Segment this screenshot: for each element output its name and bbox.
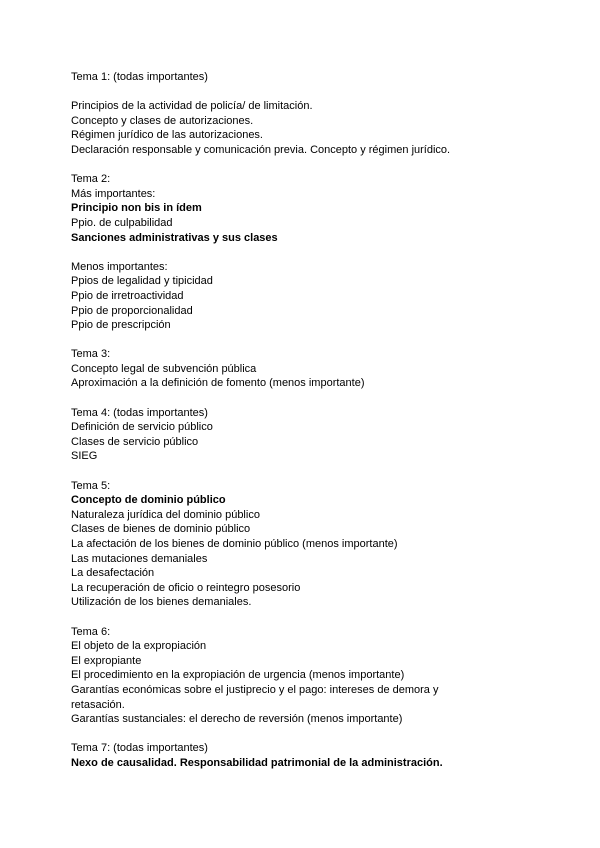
section-tema-7 bbox=[71, 741, 571, 770]
document-body bbox=[71, 70, 571, 771]
topic-line: El expropiante bbox=[71, 654, 142, 667]
topic-line: Ppios de legalidad y tipicidad bbox=[71, 275, 213, 288]
blank-line bbox=[71, 610, 571, 625]
blank-line bbox=[71, 158, 571, 173]
section-tema-1 bbox=[71, 70, 571, 158]
blank-line bbox=[71, 85, 571, 100]
topic-line: Principios de la actividad de policía/ de limitación. bbox=[71, 100, 313, 113]
topic-line: La recuperación de oficio o reintegro posesorio bbox=[71, 581, 301, 594]
topic-line: El procedimiento en la expropiación de urgencia (menos importante) bbox=[71, 669, 405, 682]
topic-line: Régimen jurídico de las autorizaciones. bbox=[71, 129, 263, 142]
blank-line bbox=[71, 391, 571, 406]
section-tema-4 bbox=[71, 406, 571, 464]
blank-line bbox=[71, 464, 571, 479]
section-heading: Tema 6: bbox=[71, 625, 111, 638]
topic-line: El objeto de la expropiación bbox=[71, 640, 207, 653]
topic-line-important: Sanciones administrativas y sus clases bbox=[71, 231, 278, 244]
section-heading: Tema 5: bbox=[71, 479, 111, 492]
topic-line: Concepto legal de subvención pública bbox=[71, 362, 257, 375]
blank-line bbox=[71, 727, 571, 742]
topic-line: Aproximación a la definición de fomento (menos importante) bbox=[71, 377, 365, 390]
section-tema-3 bbox=[71, 347, 571, 391]
topic-line: Concepto y clases de autorizaciones. bbox=[71, 114, 254, 127]
topic-line-continuation: retasación. bbox=[71, 698, 125, 711]
topic-line: La desafectación bbox=[71, 567, 155, 580]
section-tema-6 bbox=[71, 625, 571, 727]
section-tema-5 bbox=[71, 479, 571, 610]
topic-line: Garantías sustanciales: el derecho de reversión (menos importante) bbox=[71, 713, 403, 726]
section-heading: Tema 3: bbox=[71, 348, 111, 361]
topic-line: Ppio de prescripción bbox=[71, 319, 171, 332]
blank-line bbox=[71, 245, 571, 260]
topic-line: SIEG bbox=[71, 450, 98, 463]
subheading: Más importantes: bbox=[71, 187, 156, 200]
blank-line bbox=[71, 333, 571, 348]
subheading: Menos importantes: bbox=[71, 260, 168, 273]
section-heading: Tema 4: (todas importantes) bbox=[71, 406, 208, 419]
topic-line: Declaración responsable y comunicación previa. Concepto y régimen jurídico. bbox=[71, 143, 451, 156]
topic-line: Ppio. de culpabilidad bbox=[71, 216, 173, 229]
topic-line: Clases de servicio público bbox=[71, 435, 199, 448]
topic-line: Ppio de irretroactividad bbox=[71, 289, 184, 302]
topic-line-important: Concepto de dominio público bbox=[71, 494, 226, 507]
topic-line-important: Nexo de causalidad. Responsabilidad patrimonial de la administración. bbox=[71, 756, 443, 769]
topic-line: Naturaleza jurídica del dominio público bbox=[71, 508, 260, 521]
topic-line-important: Principio non bis in ídem bbox=[71, 202, 202, 215]
topic-line: Definición de servicio público bbox=[71, 421, 213, 434]
topic-line: La afectación de los bienes de dominio público (menos importante) bbox=[71, 538, 398, 550]
section-heading: Tema 1: (todas importantes) bbox=[71, 71, 208, 83]
topic-line: Clases de bienes de dominio público bbox=[71, 523, 251, 536]
section-heading: Tema 2: bbox=[71, 173, 111, 186]
topic-line: Las mutaciones demaniales bbox=[71, 552, 208, 565]
topic-line: Utilización de los bienes demaniales. bbox=[71, 596, 252, 609]
section-heading: Tema 7: (todas importantes) bbox=[71, 742, 208, 755]
section-tema-2 bbox=[71, 172, 571, 333]
topic-line: Ppio de proporcionalidad bbox=[71, 304, 193, 317]
topic-line: Garantías económicas sobre el justiprecio y el pago: intereses de demora y bbox=[71, 683, 439, 696]
